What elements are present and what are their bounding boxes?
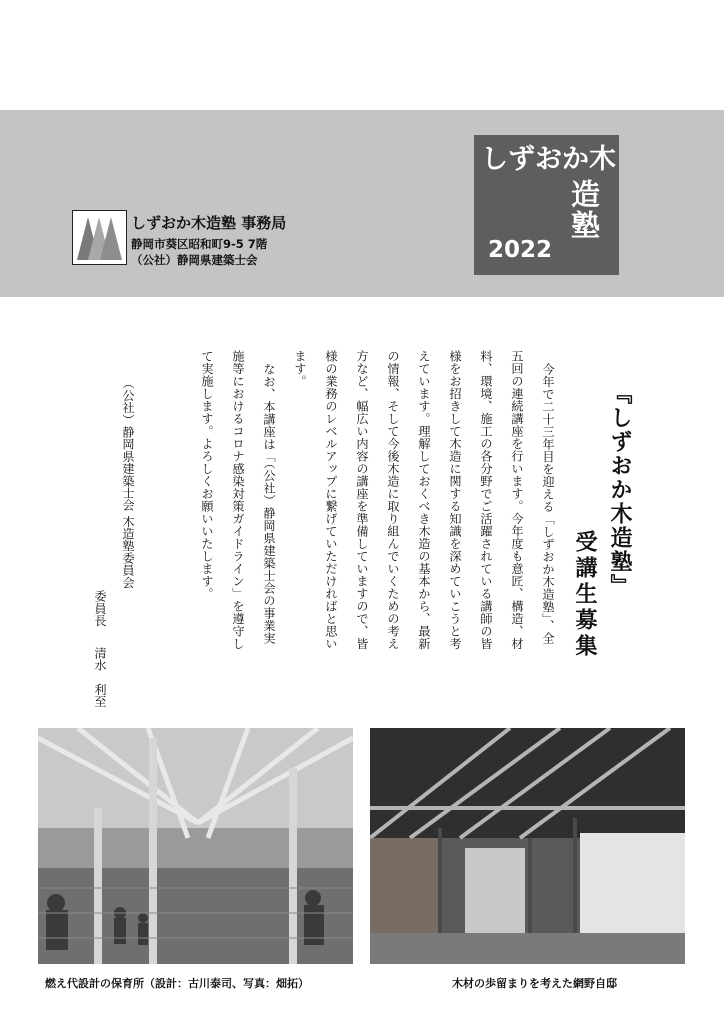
office-name: しずおか木造塾 事務局 (131, 214, 287, 232)
body-column: 今年で二十三年目を迎える「しずおか木造塾」、全 (541, 363, 555, 645)
body-column: なお、本講座は「（公社）静岡県建築士会の事業実 (262, 363, 276, 645)
signature-name: 清水 利至 (93, 646, 107, 708)
left-photo-caption: 燃え代設計の保育所（設計：古川泰司、写真：畑拓） (45, 977, 309, 990)
body-column: 様の業務のレベルアップに繋げていただければと思い (324, 350, 338, 650)
body-column: 方など、幅広い内容の講座を準備していますので、皆 (355, 350, 369, 650)
office-logo (72, 210, 127, 265)
body-column: 様をお招きして木造に関する知識を深めていこうと考 (448, 350, 462, 650)
recruit-heading (570, 382, 636, 682)
house-photo (370, 728, 685, 964)
body-column: えています。理解しておくべき木造の基本から、最新 (417, 350, 431, 650)
body-column: 料、環境、施工の各分野でご活躍されている講師の皆 (479, 350, 493, 650)
signature-title: 委員長 (93, 590, 107, 627)
badge-vertical-text: 造塾 (567, 179, 601, 241)
right-photo-caption: 木材の歩留まりを考えた網野自邸 (452, 977, 617, 990)
heading-title: 『しずおか木造塾』 (607, 382, 633, 598)
badge-title: しずおか木 (481, 144, 616, 175)
body-column: ます。 (293, 350, 307, 388)
nursery-photo (38, 728, 353, 964)
title-badge (474, 135, 619, 275)
heading-subtitle: 受講生募集 (572, 530, 598, 660)
body-column: て実施します。よろしくお願いいたします。 (200, 350, 214, 600)
signature-chair (92, 590, 109, 708)
badge-year: 2022 (488, 237, 553, 263)
body-text (196, 350, 559, 690)
office-org: （公社）静岡県建築士会 (131, 253, 258, 267)
office-address: 静岡市葵区昭和町9-5 7階 (131, 237, 268, 251)
body-column: 五回の連続講座を行います。今年度も意匠、構造、材 (510, 350, 524, 650)
body-column: 施等におけるコロナ感染対策ガイドライン」を遵守し (231, 350, 245, 650)
body-column: の情報、そして今後木造に取り組んでいくための考え (386, 350, 400, 650)
signature-organization: （公社）静岡県建築士会 木造塾委員会 (121, 377, 135, 589)
